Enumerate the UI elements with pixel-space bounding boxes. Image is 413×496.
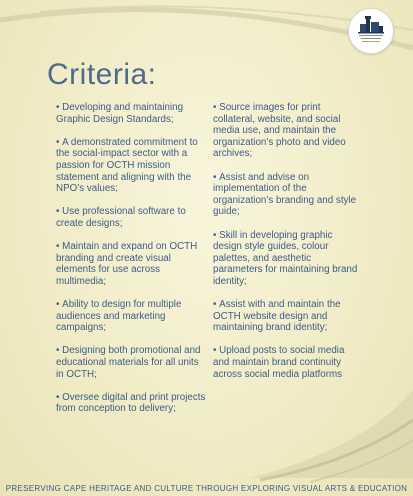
- criteria-item: • Source images for print collateral, website, and social media use, and maintain the organization’s photo and video archives;: [213, 102, 363, 160]
- criteria-item: • Assist with and maintain the OCTH website design and maintaining brand identity;: [213, 299, 363, 334]
- criteria-item: • Upload posts to social media and maintain brand continuity across social media platforms: [213, 345, 363, 380]
- heritage-logo[interactable]: [348, 8, 394, 54]
- criteria-item: • Designing both promotional and educational materials for all units in OCTH;: [56, 345, 206, 380]
- page-title: Criteria:: [47, 58, 157, 91]
- criteria-item: • Assist and advise on implementation of the organization’s branding and style guide;: [213, 172, 363, 218]
- criteria-item: • Oversee digital and print projects from conception to delivery;: [56, 392, 206, 415]
- criteria-list-left: [56, 102, 206, 427]
- criteria-item: • Skill in developing graphic design style guides, colour palettes, and aesthetic parameters for maintaining brand identity;: [213, 230, 363, 288]
- criteria-item: • Ability to design for multiple audiences and marketing campaigns;: [56, 299, 206, 334]
- criteria-item: • Use professional software to create designs;: [56, 206, 206, 229]
- footer-tagline: PRESERVING CAPE HERITAGE AND CULTURE THROUGH EXPLORING VISUAL ARTS & EDUCATION: [5, 484, 408, 493]
- heritage-logo-icon: [349, 9, 393, 53]
- criteria-item: • A demonstrated commitment to the social-impact sector with a passion for OCTH mission statement and aligning with the NPO’s values;: [56, 137, 206, 195]
- criteria-item: • Developing and maintaining Graphic Design Standards;: [56, 102, 206, 125]
- criteria-list-right: [213, 102, 363, 392]
- criteria-item: • Maintain and expand on OCTH branding and create visual elements for use across multimedia;: [56, 241, 206, 287]
